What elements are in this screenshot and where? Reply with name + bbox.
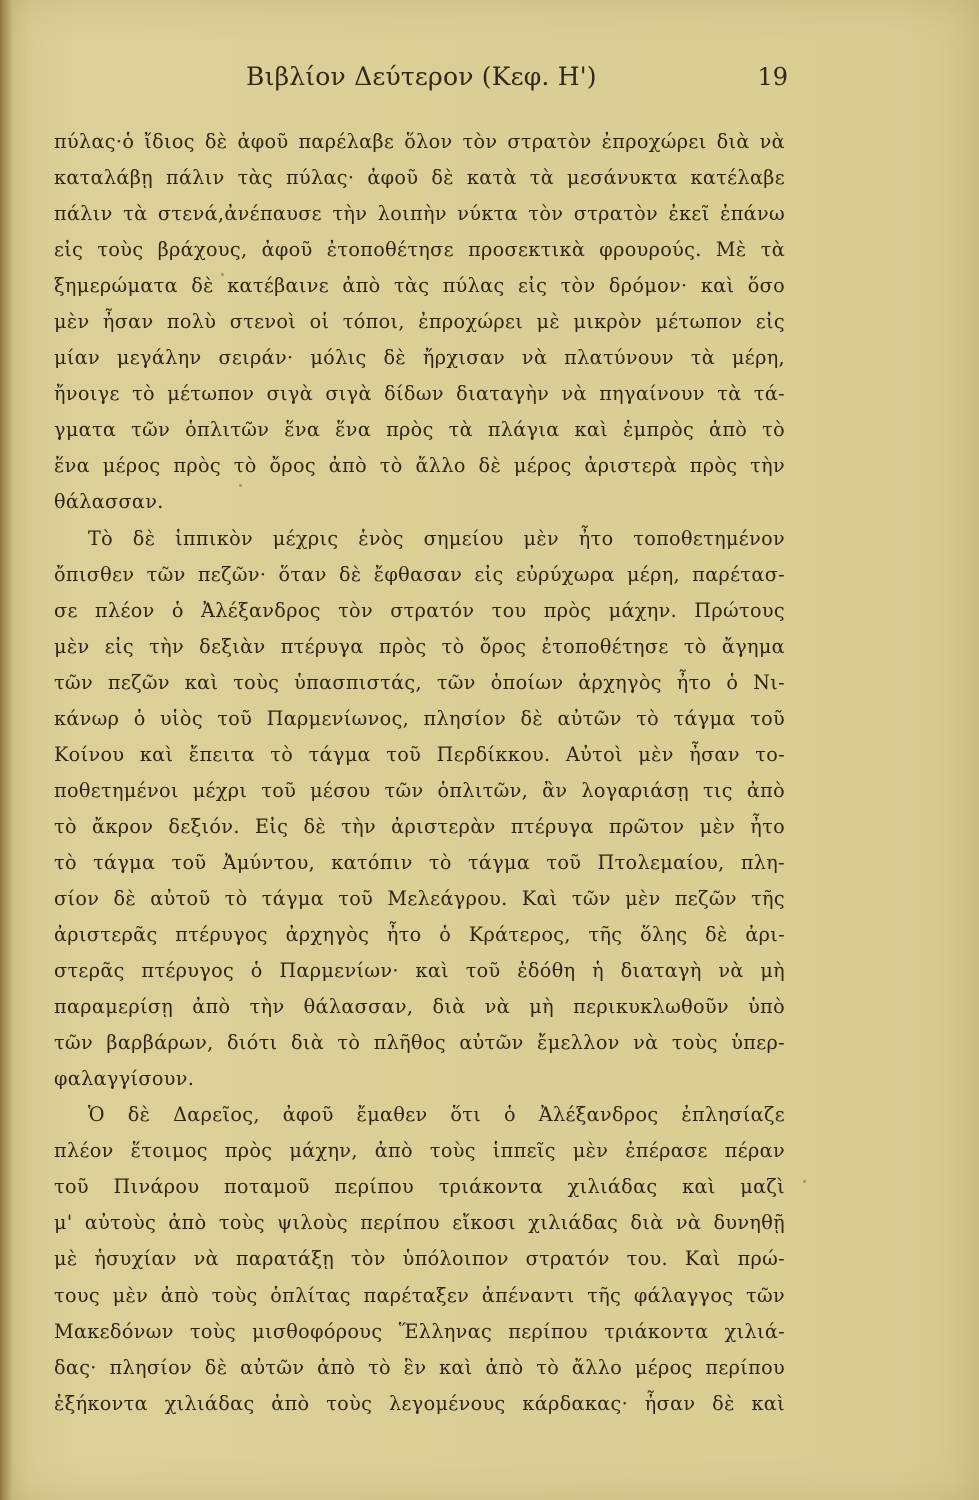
text-line: δας· πλησίον δὲ αὐτῶν ἀπὸ τὸ ἓν καὶ ἀπὸ τὸ ἄλλο μέρος περίπου — [54, 1355, 785, 1379]
text-line: μὲ ἡσυχίαν νὰ παρατάξῃ τὸν ὑπόλοιπον στρατόν του. Καὶ πρώ- — [54, 1247, 785, 1271]
text-line: Κοίνου καὶ ἔπειτα τὸ τάγμα τοῦ Περδίκκου. Αὐτοὶ μὲν ἦσαν το- — [54, 742, 785, 766]
page-number: 19 — [757, 63, 788, 91]
text-line: θάλασσαν. — [54, 490, 164, 514]
text-line: μίαν μεγάλην σειράν· μόλις δὲ ἤρχισαν νὰ πλατύνουν τὰ μέρη, — [54, 346, 785, 370]
text-line: τῶν πεζῶν καὶ τοὺς ὑπασπιστάς, τῶν ὁποίων ἀρχηγὸς ἦτο ὁ Νι- — [54, 670, 785, 694]
text-line: ἑξήκοντα χιλιάδας ἀπὸ τοὺς λεγομένους κάρδακας· ἦσαν δὲ καὶ — [54, 1391, 785, 1415]
text-line: πλέον ἕτοιμος πρὸς μάχην, ἀπὸ τοὺς ἱππεῖς μὲν ἐπέρασε πέραν — [54, 1139, 785, 1163]
text-line: Μακεδόνων τοὺς μισθοφόρους Ἕλληνας περίπου τριάκοντα χιλιά- — [54, 1319, 785, 1343]
page-binding-edge — [0, 0, 12, 1500]
text-line: μ' αὐτοὺς ἀπὸ τοὺς ψιλοὺς περίπου εἴκοσι χιλιάδας διὰ νὰ δυνηθῇ — [54, 1211, 785, 1235]
text-line: ξημερώματα δὲ κατέβαινε ἀπὸ τὰς πύλας εἰς τὸν δρόμον· καὶ ὅσο — [54, 274, 785, 298]
text-line: σε πλέον ὁ Ἀλέξανδρος τὸν στρατόν του πρὸς μάχην. Πρώτους — [54, 598, 785, 622]
paragraph-start-line: Ὁ δὲ Δαρεῖος, ἀφοῦ ἔμαθεν ὅτι ὁ Ἀλέξανδρος ἐπλησίαζε — [88, 1103, 785, 1127]
paper-speck — [221, 273, 224, 276]
text-line: τῶν βαρβάρων, διότι διὰ τὸ πλῆθος αὐτῶν ἔμελλον νὰ τοὺς ὑπερ- — [54, 1031, 785, 1055]
text-line: τὸ ἄκρον δεξιόν. Εἰς δὲ τὴν ἀριστερὰν πτέρυγα πρῶτον μὲν ἦτο — [54, 814, 785, 838]
text-line: ἤνοιγε τὸ μέτωπον σιγὰ σιγὰ δίδων διαταγὴν νὰ πηγαίνουν τὰ τά- — [54, 382, 785, 406]
paper-speck — [803, 1180, 806, 1183]
paragraph-start-line: Τὸ δὲ ἱππικὸν μέχρις ἑνὸς σημείου μὲν ἦτο τοποθετημένον — [88, 526, 785, 550]
text-line: παραμερίσῃ ἀπὸ τὴν θάλασσαν, διὰ νὰ μὴ περικυκλωθοῦν ὑπὸ — [54, 995, 785, 1019]
text-line: ὄπισθεν τῶν πεζῶν· ὅταν δὲ ἔφθασαν εἰς εὐρύχωρα μέρη, παρέτασ- — [54, 562, 785, 586]
text-line: πάλιν τὰ στενά,ἀνέπαυσε τὴν λοιπὴν νύκτα τὸν στρατὸν ἐκεῖ ἐπάνω — [54, 202, 785, 226]
body-text — [54, 124, 785, 1422]
text-line: κάνωρ ὁ υἱὸς τοῦ Παρμενίωνος, πλησίον δὲ αὐτῶν τὸ τάγμα τοῦ — [54, 706, 785, 730]
text-line: τοῦ Πινάρου ποταμοῦ περίπου τριάκοντα χιλιάδας καὶ μαζὶ — [54, 1175, 785, 1199]
text-line: καταλάβῃ πάλιν τὰς πύλας· ἀφοῦ δὲ κατὰ τὰ μεσάνυκτα κατέλαβε — [54, 166, 785, 190]
running-title: Βιβλίον Δεύτερον (Κεφ. Η') — [246, 62, 597, 91]
text-line: ποθετημένοι μέχρι τοῦ μέσου τῶν ὁπλιτῶν, ἂν λογαριάσῃ τις ἀπὸ — [54, 778, 785, 802]
text-line: εἰς τοὺς βράχους, ἀφοῦ ἐτοποθέτησε προσεκτικὰ φρουρούς. Μὲ τὰ — [54, 238, 785, 262]
text-line: πύλας·ὁ ἴδιος δὲ ἀφοῦ παρέλαβε ὅλον τὸν στρατὸν ἐπροχώρει διὰ νὰ — [54, 130, 785, 153]
text-line: μὲν εἰς τὴν δεξιὰν πτέρυγα πρὸς τὸ ὄρος ἐτοποθέτησε τὸ ἄγημα — [54, 634, 785, 658]
text-line: στερᾶς πτέρυγος ὁ Παρμενίων· καὶ τοῦ ἐδόθη ἡ διαταγὴ νὰ μὴ — [54, 959, 785, 983]
text-line: γματα τῶν ὁπλιτῶν ἕνα ἕνα πρὸς τὰ πλάγια καὶ ἐμπρὸς ἀπὸ τὸ — [54, 418, 785, 442]
text-line: σίον δὲ αὐτοῦ τὸ τάγμα τοῦ Μελεάγρου. Καὶ τῶν μὲν πεζῶν τῆς — [54, 886, 785, 910]
paper-speck — [586, 137, 589, 140]
text-line: τὸ τάγμα τοῦ Ἀμύντου, κατόπιν τὸ τάγμα τοῦ Πτολεμαίου, πλη- — [54, 850, 785, 874]
paper-speck — [239, 484, 242, 487]
text-line: μὲν ἦσαν πολὺ στενοὶ οἱ τόποι, ἐπροχώρει μὲ μικρὸν μέτωπον εἰς — [54, 310, 785, 334]
text-line: τους μὲν ἀπὸ τοὺς ὁπλίτας παρέταξεν ἀπέναντι τῆς φάλαγγος τῶν — [54, 1283, 785, 1307]
text-line: ἕνα μέρος πρὸς τὸ ὄρος ἀπὸ τὸ ἄλλο δὲ μέρος ἀριστερὰ πρὸς τὴν — [54, 454, 785, 478]
page-header — [0, 60, 979, 100]
text-line: ἀριστερᾶς πτέρυγος ἀρχηγὸς ἦτο ὁ Κράτερος, τῆς ὅλης δὲ ἀρι- — [54, 923, 785, 947]
text-line: φαλαγγίσουν. — [54, 1067, 195, 1091]
